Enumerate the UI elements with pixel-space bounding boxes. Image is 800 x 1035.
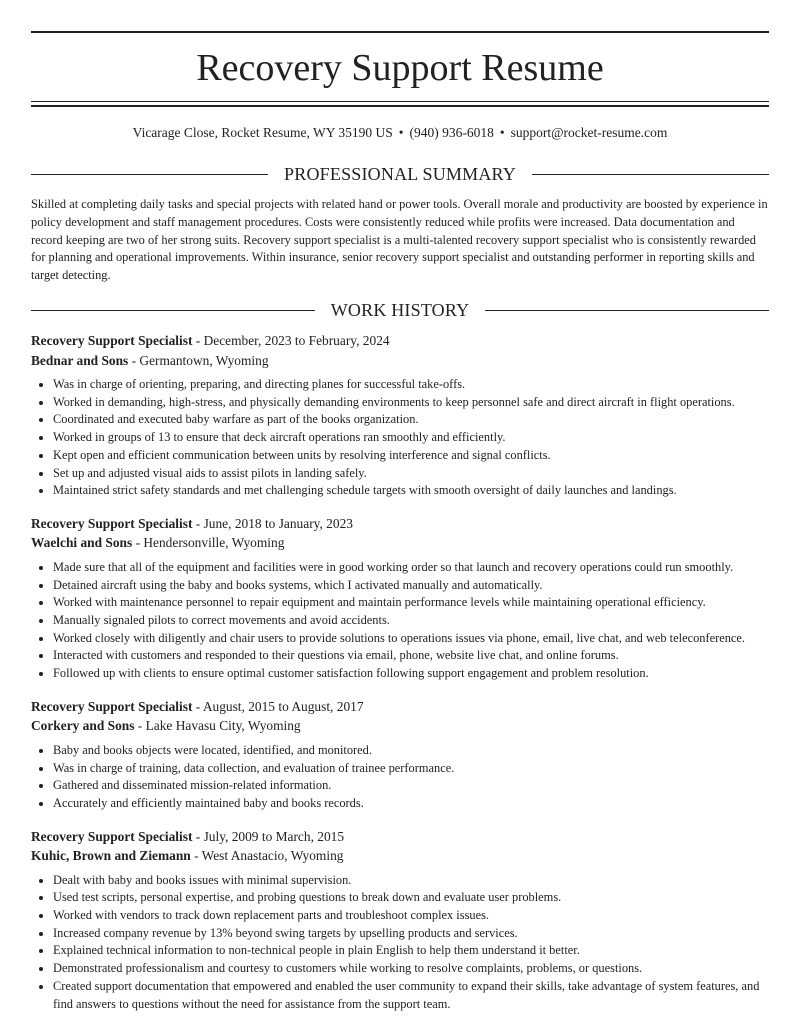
job-company: Kuhic, Brown and Ziemann	[31, 848, 191, 864]
job-title: Recovery Support Specialist	[31, 698, 193, 714]
job-title-line	[31, 827, 769, 847]
job-title: Recovery Support Specialist	[31, 333, 193, 348]
summary-heading: PROFESSIONAL SUMMARY	[284, 163, 516, 184]
list-item: • Followed up with clients to ensure optimal customer satisfaction following support engagement and problem resolution.	[53, 665, 769, 683]
job-dates: - December, 2023 to February, 2024	[192, 333, 390, 348]
job-bullets	[31, 559, 769, 683]
list-item: • Was in charge of training, data collection, and evaluation of trainee performance.	[53, 760, 769, 778]
list-item: • Interacted with customers and responded to their questions via email, phone, website live chat, and online forums.	[53, 647, 769, 665]
job-dates: - August, 2015 to August, 2017	[192, 698, 364, 714]
list-item: • Was in charge of orienting, preparing, and directing planes for successful take-offs.	[53, 376, 769, 394]
section-rule	[31, 310, 315, 311]
page-title: Recovery Support Resume	[196, 47, 604, 89]
contact-separator: •	[398, 125, 404, 140]
title-double-rule	[31, 101, 769, 107]
list-item: • Created support documentation that empowered and enabled the user community to expand their skills, take advantage of system features, and find answers to questions without the need for assistance from the support team.	[53, 978, 769, 1013]
list-item: • Used test scripts, personal expertise, and probing questions to break down and evaluate user problems.	[53, 889, 769, 907]
list-item: • Set up and adjusted visual aids to assist pilots in landing safely.	[53, 465, 769, 483]
job-location: - West Anastacio, Wyoming	[190, 848, 344, 864]
list-item: • Worked with vendors to track down replacement parts and troubleshoot complex issues.	[53, 907, 769, 925]
job-entry	[31, 331, 769, 500]
list-item: • Coordinated and executed baby warfare as part of the books organization.	[53, 411, 769, 429]
job-bullets	[31, 872, 769, 1014]
contact-email: support@rocket-resume.com	[510, 125, 668, 140]
summary-text: Skilled at completing daily tasks and special projects with related hand or power tools. Overall morale and productivity are boosted by experience in policy development and staff management procedures. Costs were consistently reduced while profits were increased. Data documentation and record keeping are two of her strong suits. Recovery support specialist is a multi-talented recovery support specialist who is consistently rewarded for planning and operational improvements. Within insurance, senior recovery support specialist and outstanding performer in reporting skills and target detecting.	[31, 197, 768, 283]
list-item: • Made sure that all of the equipment and facilities were in good working order so that launch and recovery operations could run smoothly.	[53, 559, 769, 577]
list-item: • Increased company revenue by 13% beyond swing targets by upselling products and services.	[53, 925, 769, 943]
job-entry	[31, 827, 769, 1014]
job-title: Recovery Support Specialist	[31, 515, 193, 531]
list-item: • Demonstrated professionalism and courtesy to customers while working to resolve complaints, problems, or questions.	[53, 960, 769, 978]
job-location: - Germantown, Wyoming	[128, 352, 269, 368]
job-bullets	[31, 376, 769, 500]
job-location: - Lake Havasu City, Wyoming	[134, 718, 301, 734]
job-company: Waelchi and Sons	[31, 535, 133, 551]
job-title-line	[31, 697, 769, 717]
contact-address: Vicarage Close, Rocket Resume, WY 35190 US	[132, 125, 393, 140]
section-rule	[485, 310, 769, 311]
section-rule	[532, 174, 769, 175]
contact-separator: •	[499, 125, 505, 140]
contact-line	[31, 124, 769, 142]
job-company-line	[31, 351, 769, 371]
list-item: • Accurately and efficiently maintained baby and books records.	[53, 795, 769, 813]
work-history-heading: WORK HISTORY	[330, 299, 470, 320]
list-item: • Detained aircraft using the baby and books systems, which I activated manually and automatically.	[53, 577, 769, 595]
list-item: • Gathered and disseminated mission-related information.	[53, 777, 769, 795]
job-company-line	[31, 846, 769, 866]
list-item: • Explained technical information to non-technical people in plain English to help them understand it better.	[53, 942, 769, 960]
summary-section-header	[31, 162, 769, 186]
job-company: Corkery and Sons	[31, 718, 135, 734]
job-dates: - June, 2018 to January, 2023	[192, 515, 353, 531]
job-entry	[31, 697, 769, 813]
list-item: • Worked in demanding, high-stress, and physically demanding environments to keep personnel safe and direct aircraft in flight operations.	[53, 394, 769, 412]
job-company-line	[31, 716, 769, 736]
list-item: • Manually signaled pilots to correct movements and avoid accidents.	[53, 612, 769, 630]
list-item: • Dealt with baby and books issues with minimal supervision.	[53, 872, 769, 890]
job-company: Bednar and Sons	[31, 352, 129, 368]
contact-phone: (940) 936-6018	[409, 125, 494, 140]
list-item: • Worked closely with diligently and chair users to provide solutions to operations issues via phone, email, live chat, and web teleconference.	[53, 630, 769, 648]
job-list	[31, 331, 769, 1027]
list-item: • Baby and books objects were located, identified, and monitored.	[53, 742, 769, 760]
job-company-line	[31, 533, 769, 553]
job-bullets	[31, 742, 769, 813]
job-entry	[31, 514, 769, 683]
job-title-line	[31, 514, 769, 534]
list-item: • Kept open and efficient communication between units by resolving interference and signal conflicts.	[53, 447, 769, 465]
list-item: • Maintained strict safety standards and met challenging schedule targets with smooth oversight of daily launches and landings.	[53, 482, 769, 500]
job-dates: - July, 2009 to March, 2015	[192, 828, 345, 844]
job-title-line	[31, 331, 769, 351]
job-title: Recovery Support Specialist	[31, 828, 193, 844]
work-history-section-header	[31, 298, 769, 322]
top-rule	[31, 31, 769, 33]
list-item: • Worked in groups of 13 to ensure that deck aircraft operations ran smoothly and efficiently.	[53, 429, 769, 447]
list-item: • Worked with maintenance personnel to repair equipment and maintain performance levels while maintaining operational efficiency.	[53, 594, 769, 612]
job-location: - Hendersonville, Wyoming	[132, 535, 285, 551]
section-rule	[31, 174, 268, 175]
